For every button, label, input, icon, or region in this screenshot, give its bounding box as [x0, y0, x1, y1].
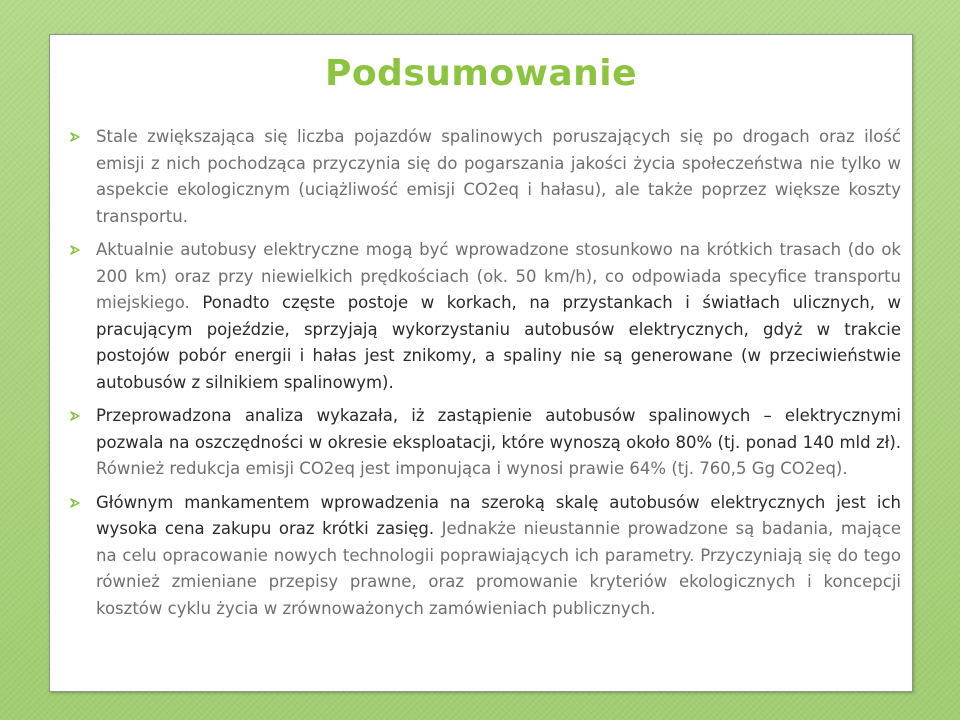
arrow-bullet-icon: [68, 403, 88, 429]
bullet-item: [68, 490, 901, 623]
bullet-text: Aktualnie autobusy elektryczne mogą być wprowadzone stosunkowo na krótkich trasach (do ok 200 km) oraz przy niewielkich prędkościach (ok. 50 km/h), co odpowiada specyfice transportu miejskiego.: [96, 240, 901, 312]
slide: [49, 34, 913, 692]
slide-title: Podsumowanie: [324, 53, 638, 94]
bullet-text: Ponadto częste postoje w korkach, na przystankach i światłach ulicznych, w pracującym pojeździe, sprzyjają wykorzystaniu autobusów elektrycznych, gdyż w trakcie postojów pobór energii i hałas jest znikomy, a spaliny nie są generowane (w przeciwieństwie autobusów z silnikiem spalinowym).: [96, 293, 901, 392]
bullet-list: [68, 124, 901, 629]
bullet-item: [68, 124, 901, 230]
bullet-text: Również redukcja emisji CO2eq jest imponująca i wynosi prawie 64% (tj. 760,5 Gg CO2eq).: [96, 459, 848, 478]
bullet-item: [68, 237, 901, 396]
arrow-bullet-icon: [68, 237, 88, 263]
bullet-text: Stale zwiększająca się liczba pojazdów spalinowych poruszających się po drogach oraz ilość emisji z nich pochodząca przyczynia się do pogarszania jakości życia społeczeństwa nie tylko w aspekcie ekologicznym (uciążliwość emisji CO2eq i hałasu), ale także poprzez większe koszty transportu.: [96, 127, 901, 226]
bullet-item: [68, 403, 901, 483]
bullet-text: Głównym mankamentem wprowadzenia na szeroką skalę autobusów elektrycznych jest ich wysoka cena zakupu oraz krótki zasięg.: [96, 492, 901, 538]
arrow-bullet-icon: [68, 490, 88, 516]
bullet-text: Jednakże nieustannie prowadzone są badania, mające na celu opracowanie nowych technologii poprawiających ich parametry. Przyczyniają się do tego również zmieniane przepisy prawne, oraz promowanie kryteriów ekologicznych i koncepcji kosztów cyklu życia w zrównoważonych zamówieniach publicznych.: [96, 519, 901, 618]
bullet-text: Przeprowadzona analiza wykazała, iż zastąpienie autobusów spalinowych – elektrycznymi pozwala na oszczędności w okresie eksploatacji, które wynoszą około 80% (tj. ponad 140 mld zł).: [96, 406, 901, 452]
arrow-bullet-icon: [68, 124, 88, 150]
